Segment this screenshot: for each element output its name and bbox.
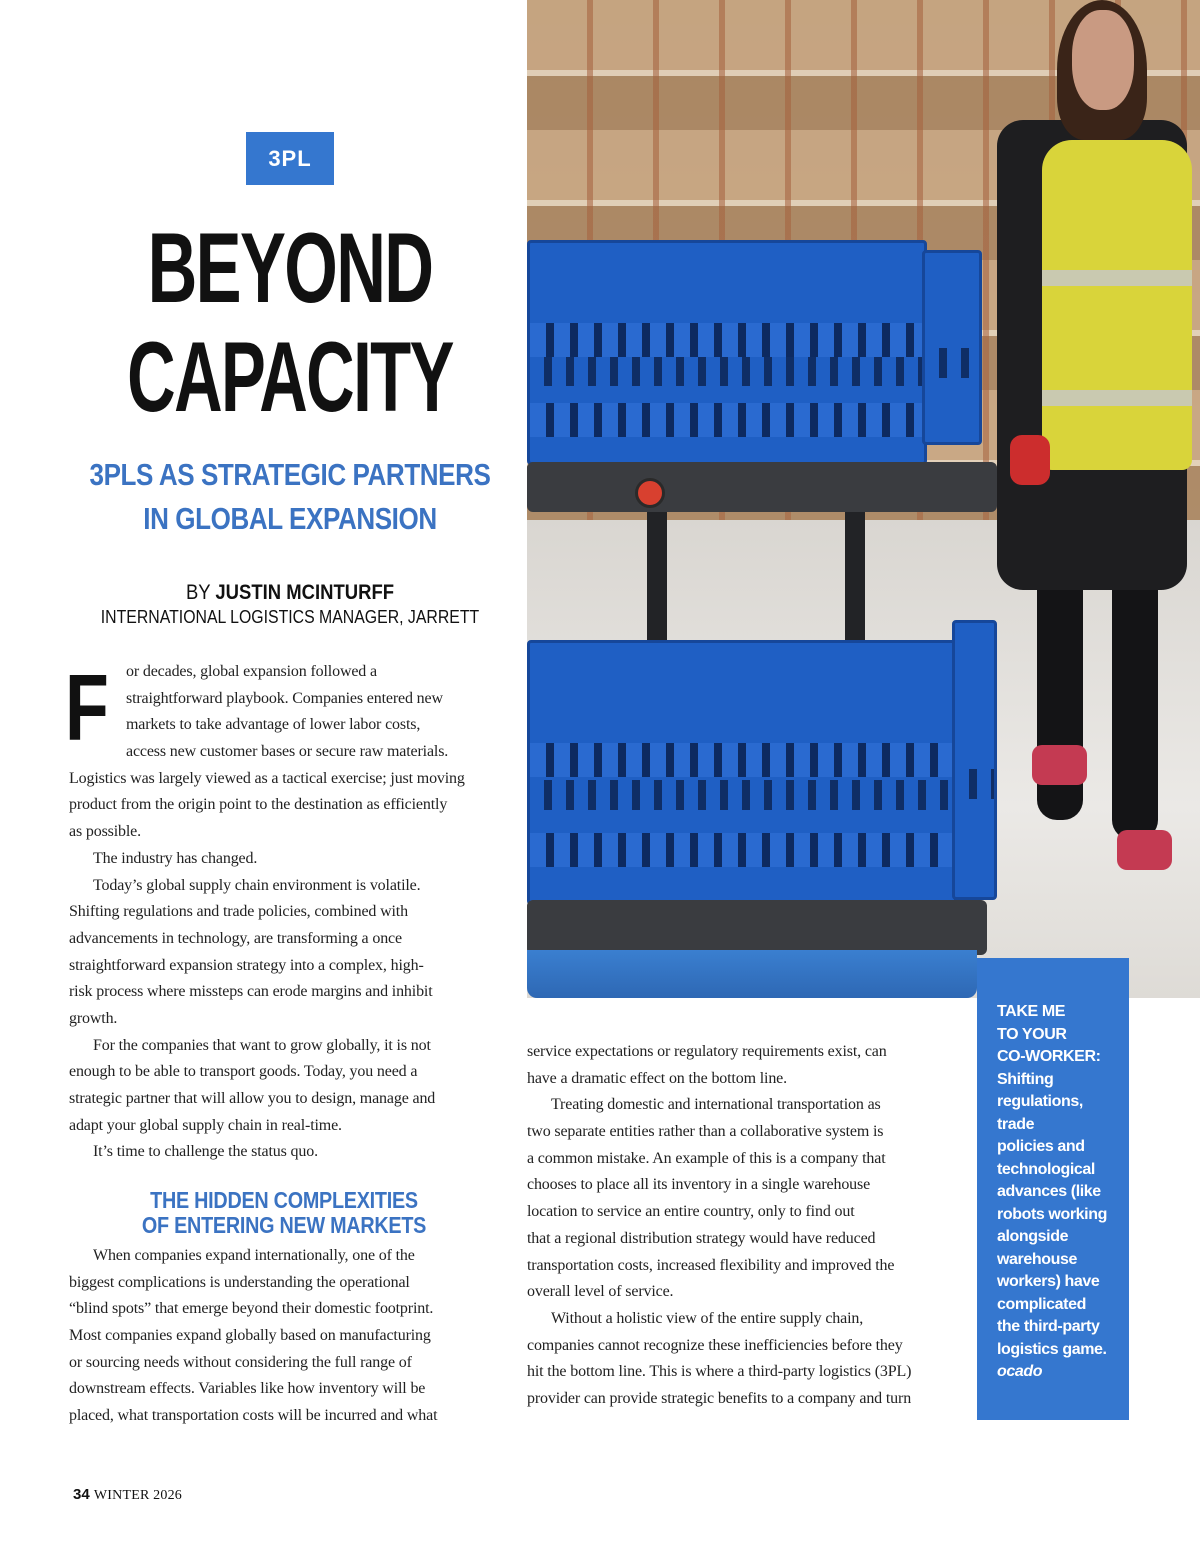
text-line: Most companies expand globally based on manufacturing bbox=[69, 1327, 431, 1345]
worker-shoe bbox=[1032, 745, 1087, 785]
byline bbox=[70, 581, 510, 605]
caption-body-line: technological bbox=[997, 1160, 1095, 1178]
text-line: or sourcing needs without considering the full range of bbox=[69, 1353, 412, 1371]
text-line: companies cannot recognize these inefficiencies before they bbox=[527, 1336, 903, 1354]
text-line: Without a holistic view of the entire supply chain, bbox=[551, 1309, 864, 1327]
text-line: enough to be able to transport goods. Today, you need a bbox=[69, 1063, 418, 1081]
text-line: provider can provide strategic benefits to a company and turn bbox=[527, 1389, 912, 1407]
caption-body-line: warehouse bbox=[997, 1250, 1077, 1268]
caption-body-line: policies and bbox=[997, 1138, 1085, 1155]
text-line: Today’s global supply chain environment is volatile. bbox=[93, 876, 421, 894]
caption-title-line: TAKE ME bbox=[997, 1003, 1066, 1020]
page-folio bbox=[73, 1486, 182, 1504]
author-name: JUSTIN MCINTURFF bbox=[215, 581, 395, 604]
caption-body-line: the third-party bbox=[997, 1318, 1100, 1335]
worker-face bbox=[1072, 10, 1134, 110]
text-line: have a dramatic effect on the bottom line. bbox=[527, 1069, 787, 1087]
text-line: adapt your global supply chain in real-time. bbox=[69, 1116, 342, 1134]
worker-vest bbox=[1042, 140, 1192, 470]
blue-crate-top-side bbox=[922, 250, 982, 445]
text-line: advancements in technology, are transforming a once bbox=[69, 929, 402, 947]
text-line: Treating domestic and international transportation as bbox=[551, 1096, 881, 1114]
text-line: access new customer bases or secure raw materials. bbox=[126, 743, 449, 761]
text-line: product from the origin point to the destination as efficiently bbox=[69, 796, 448, 814]
vest-stripe bbox=[1042, 390, 1192, 406]
blue-crate-bottom-side bbox=[952, 620, 997, 900]
robot-stop-button-icon bbox=[635, 478, 665, 508]
right-column-text bbox=[527, 1039, 952, 1413]
section-head-line-2: OF ENTERING NEW MARKETS bbox=[141, 1212, 427, 1238]
robot-pole bbox=[647, 512, 667, 642]
section-head-line-1: THE HIDDEN COMPLEXITIES bbox=[150, 1187, 418, 1213]
author-title: INTERNATIONAL LOGISTICS MANAGER, JARRETT bbox=[100, 607, 480, 627]
text-line: as possible. bbox=[69, 823, 141, 841]
category-tag: 3PL bbox=[246, 132, 334, 185]
caption-body-line: robots working bbox=[997, 1205, 1107, 1223]
text-line: straightforward expansion strategy into a complex, high- bbox=[69, 956, 424, 974]
text-line: straightforward playbook. Companies entered new bbox=[126, 689, 443, 707]
left-column-text-2 bbox=[69, 1243, 499, 1430]
text-line: service expectations or regulatory requirements exist, can bbox=[527, 1043, 887, 1060]
text-line: “blind spots” that emerge beyond their domestic footprint. bbox=[69, 1300, 434, 1318]
headline-line-1: BEYOND bbox=[147, 212, 433, 324]
caption-body-line: advances (like bbox=[997, 1183, 1101, 1200]
caption-body-line: logistics game. bbox=[997, 1340, 1107, 1358]
text-line: strategic partner that will allow you to design, manage and bbox=[69, 1090, 436, 1107]
text-line: placed, what transportation costs will be incurred and what bbox=[69, 1407, 438, 1425]
text-line: markets to take advantage of lower labor costs, bbox=[126, 716, 421, 734]
text-line: risk process where missteps can erode margins and inhibit bbox=[69, 983, 433, 1001]
caption-title-line: TO YOUR bbox=[997, 1025, 1067, 1043]
byline-prefix: BY bbox=[185, 581, 216, 604]
text-line: two separate entities rather than a collaborative system is bbox=[527, 1123, 884, 1141]
text-line: Logistics was largely viewed as a tactical exercise; just moving bbox=[69, 769, 465, 787]
text-line: a common mistake. An example of this is a company that bbox=[527, 1149, 886, 1167]
blue-crate-bottom bbox=[527, 640, 957, 905]
text-line: chooses to place all its inventory in a single warehouse bbox=[527, 1176, 871, 1194]
caption-body-line: complicated bbox=[997, 1295, 1086, 1313]
text-line: growth. bbox=[69, 1009, 118, 1027]
caption-body-line: alongside bbox=[997, 1228, 1069, 1245]
text-line: or decades, global expansion followed a bbox=[126, 663, 377, 680]
text-line: It’s time to challenge the status quo. bbox=[93, 1143, 318, 1161]
headline-line-2: CAPACITY bbox=[127, 321, 453, 433]
photo-credit: ocado bbox=[997, 1363, 1043, 1380]
text-line: downstream effects. Variables like how inventory will be bbox=[69, 1380, 426, 1398]
left-column-text bbox=[69, 659, 499, 1166]
robot-top-tray bbox=[527, 462, 997, 512]
caption-body-line: trade bbox=[997, 1115, 1035, 1133]
worker-shoe bbox=[1117, 830, 1172, 870]
text-line: When companies expand internationally, one of the bbox=[93, 1247, 415, 1264]
article-photo bbox=[527, 0, 1200, 998]
worker-glove bbox=[1010, 435, 1050, 485]
blue-crate-top bbox=[527, 240, 927, 465]
text-line: transportation costs, increased flexibility and improved the bbox=[527, 1256, 895, 1274]
text-line: For the companies that want to grow globally, it is not bbox=[93, 1036, 431, 1054]
robot-bottom-tray bbox=[527, 900, 987, 955]
caption-body-line: workers) have bbox=[997, 1273, 1100, 1290]
subhead-line-2: IN GLOBAL EXPANSION bbox=[143, 501, 437, 536]
caption-body-line: Shifting bbox=[997, 1070, 1054, 1088]
vest-stripe bbox=[1042, 270, 1192, 286]
photo-caption bbox=[977, 958, 1129, 1420]
text-line: location to service an entire country, only to find out bbox=[527, 1203, 855, 1221]
text-line: Shifting regulations and trade policies, combined with bbox=[69, 903, 408, 921]
text-line: The industry has changed. bbox=[93, 849, 258, 867]
text-line: biggest complications is understanding the operational bbox=[69, 1273, 410, 1291]
issue-label: WINTER 2026 bbox=[93, 1488, 182, 1503]
page-number: 34 bbox=[73, 1486, 90, 1503]
text-line: that a regional distribution strategy would have reduced bbox=[527, 1229, 876, 1247]
robot-base bbox=[527, 950, 977, 998]
text-line: overall level of service. bbox=[527, 1283, 674, 1301]
subhead-line-1: 3PLS AS STRATEGIC PARTNERS bbox=[89, 457, 491, 492]
robot-pole bbox=[845, 512, 865, 642]
caption-title-line: CO-WORKER: bbox=[997, 1048, 1101, 1065]
drop-cap: F bbox=[65, 655, 109, 760]
caption-body-line: regulations, bbox=[997, 1093, 1083, 1110]
text-line: hit the bottom line. This is where a third-party logistics (3PL) bbox=[527, 1363, 912, 1381]
